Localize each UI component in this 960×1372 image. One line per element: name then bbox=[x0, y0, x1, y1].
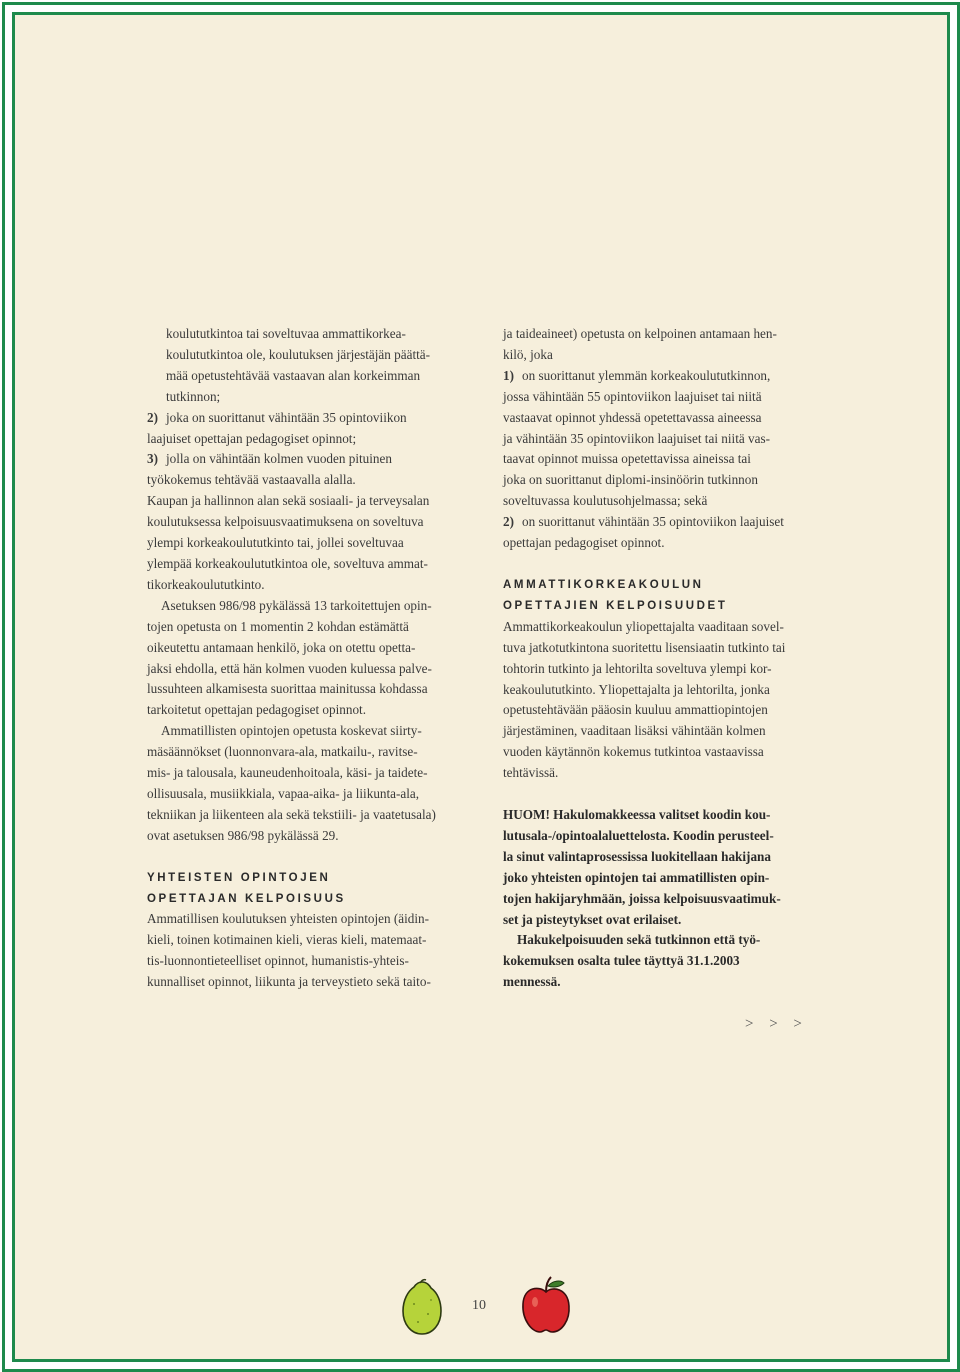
text-line: tojen hakijaryhmään, joissa kelpoisuusvaatimuk- bbox=[503, 890, 781, 906]
paragraph-asetuksen bbox=[147, 596, 462, 721]
text-line: mis- ja talousala, kauneudenhoitoala, käsi- ja taidete- bbox=[147, 765, 428, 781]
paragraph-ammattikorkeakoulun bbox=[503, 617, 821, 784]
text-line: Ammatillisten opintojen opetusta koskevat siirty- bbox=[161, 723, 422, 739]
text-line: ja vähintään 35 opintoviikon laajuiset tai niitä vas- bbox=[503, 430, 770, 446]
text-line: opettajan pedagogiset opinnot. bbox=[503, 535, 665, 551]
text-line: tutkinnon; bbox=[166, 388, 221, 404]
right-column bbox=[503, 324, 821, 993]
text-line: työkokemus tehtävää vastaavalla alalla. bbox=[147, 472, 356, 488]
paragraph-yhteisten bbox=[147, 909, 462, 993]
continue-arrows: > > > bbox=[745, 1016, 808, 1032]
list-item-3 bbox=[147, 449, 462, 491]
text-line: keakoulututkinto. Yliopettajalta ja lehtorilta, jonka bbox=[503, 681, 770, 697]
text-line: oikeutettu antamaan henkilö, joka on otettu opetta- bbox=[147, 639, 416, 655]
text-line: lutusala-/opintoalaluettelosta. Koodin perusteel- bbox=[503, 827, 774, 843]
text-line: Ammatillisen koulutuksen yhteisten opintojen (äidin- bbox=[147, 911, 430, 927]
list-item-2 bbox=[503, 512, 821, 554]
text-line: opetustehtävään pääosin kuuluu ammattiopintojen bbox=[503, 702, 768, 718]
text-line: tarkoitetut opettajan pedagogiset opinnot. bbox=[147, 702, 367, 718]
text-line: set ja pisteytykset ovat erilaiset. bbox=[503, 911, 682, 927]
text-line: ovat asetuksen 986/98 pykälässä 29. bbox=[147, 827, 339, 843]
text-line: ylempää korkeakoulututkintoa ole, soveltuva ammat- bbox=[147, 555, 428, 571]
list-number: 2) bbox=[147, 409, 158, 425]
text-line: vastaavat opinnot yhdessä opetettavassa aineessa bbox=[503, 409, 762, 425]
text-line: HUOM! Hakulomakkeessa valitset koodin kou- bbox=[503, 807, 771, 823]
text-line: kieli, toinen kotimainen kieli, vieras kieli, matemaat- bbox=[147, 932, 427, 948]
text-line: tohtorin tutkinto ja lehtorilta soveltuva ylempi kor- bbox=[503, 660, 772, 676]
list-number: 2) bbox=[503, 514, 514, 530]
paragraph-kaupan bbox=[147, 491, 462, 596]
text-line: Asetuksen 986/98 pykälässä 13 tarkoitettujen opin- bbox=[161, 597, 432, 613]
text-line: taavat opinnot muissa opetettavissa aineissa tai bbox=[503, 451, 751, 467]
text-line: tuva jatkotutkintona suoritettu lisensiaatin tutkinto tai bbox=[503, 639, 786, 655]
list-continuation bbox=[147, 324, 462, 408]
text-line: on suorittanut vähintään 35 opintoviikon laajuiset bbox=[522, 514, 784, 530]
text-line: vuoden käytännön kokemus tutkintoa vastaavissa bbox=[503, 744, 764, 760]
text-line: kilö, joka bbox=[503, 346, 553, 362]
text-line: koulututkintoa tai soveltuvaa ammattikorkea- bbox=[166, 326, 406, 341]
text-line: Kaupan ja hallinnon alan sekä sosiaali- ja terveysalan bbox=[147, 493, 430, 509]
text-line: kunnalliset opinnot, liikunta ja terveystieto sekä taito- bbox=[147, 974, 431, 990]
text-line: laajuiset opettajan pedagogiset opinnot; bbox=[147, 430, 357, 446]
text-line: la sinut valintaprosessissa luokitellaan hakijana bbox=[503, 848, 771, 864]
text-line: koulutuksessa kelpoisuusvaatimuksena on soveltuva bbox=[147, 514, 424, 530]
text-line: lussuhteen alkamisesta suorittaa mainitussa kohdassa bbox=[147, 681, 428, 697]
text-line: koulututkintoa ole, koulutuksen järjestäjän päättä- bbox=[166, 346, 431, 362]
list-item-1 bbox=[503, 366, 821, 512]
text-line: soveltuvassa koulutusohjelmassa; sekä bbox=[503, 493, 708, 509]
text-line: mäsäännökset (luonnonvara-ala, matkailu-, ravitse- bbox=[147, 744, 418, 760]
paragraph-continuation bbox=[503, 324, 821, 366]
text-line: järjestäminen, vaaditaan lisäksi vähintään kolmen bbox=[503, 723, 766, 739]
text-line: ollisuusala, musiikkiala, vapaa-aika- ja liikunta-ala, bbox=[147, 785, 420, 801]
text-line: mennessä. bbox=[503, 974, 561, 990]
note-huom bbox=[503, 805, 821, 930]
text-line: Ammattikorkeakoulun yliopettajalta vaaditaan sovel- bbox=[503, 618, 784, 634]
section-heading-ammattikorkeakoulun bbox=[503, 575, 821, 617]
text-line: tis-luonnontieteelliset opinnot, humanistis-yhteis- bbox=[147, 953, 409, 969]
lime-icon bbox=[400, 1278, 444, 1338]
text-line: joka on suorittanut vähintään 35 opintoviikon bbox=[166, 409, 407, 425]
list-item-2 bbox=[147, 408, 462, 450]
heading-line: AMMATTIKORKEAKOULUN bbox=[503, 578, 704, 591]
text-line: ylempi korkeakoulututkinto tai, jollei soveltuvaa bbox=[147, 535, 404, 551]
text-line: Hakukelpoisuuden sekä tutkinnon että työ- bbox=[517, 932, 761, 948]
section-heading-yhteisten bbox=[147, 868, 462, 910]
text-line: tojen opetusta on 1 momentin 2 kohdan estämättä bbox=[147, 618, 409, 634]
paragraph-ammatillisten bbox=[147, 721, 462, 846]
text-line: on suorittanut ylemmän korkeakoulututkinnon, bbox=[522, 367, 771, 383]
text-line: jaksi ehdolla, että hän kolmen vuoden kuluessa palve- bbox=[147, 660, 432, 676]
text-line: joka on suorittanut diplomi-insinöörin tutkinnon bbox=[503, 472, 758, 488]
text-line: tikorkeakoulututkinto. bbox=[147, 576, 265, 592]
heading-line: YHTEISTEN OPINTOJEN bbox=[147, 871, 331, 884]
text-line: tehtävissä. bbox=[503, 765, 559, 781]
list-number: 3) bbox=[147, 451, 158, 467]
page-number: 10 bbox=[472, 1298, 486, 1313]
left-column bbox=[147, 324, 462, 993]
note-deadline bbox=[503, 930, 821, 993]
heading-line: OPETTAJAN KELPOISUUS bbox=[147, 892, 346, 905]
text-line: tekniikan ja liikenteen ala sekä tekstiili- ja vaatetusala) bbox=[147, 806, 436, 822]
text-line: joko yhteisten opintojen tai ammatillisten opin- bbox=[503, 869, 770, 885]
apple-icon bbox=[518, 1276, 574, 1336]
heading-line: OPETTAJIEN KELPOISUUDET bbox=[503, 599, 728, 612]
text-line: kokemuksen osalta tulee täyttyä 31.1.2003 bbox=[503, 953, 740, 969]
text-line: jossa vähintään 55 opintoviikon laajuiset tai niitä bbox=[503, 388, 762, 404]
text-line: jolla on vähintään kolmen vuoden pituinen bbox=[166, 451, 392, 467]
text-line: ja taideaineet) opetusta on kelpoinen antamaan hen- bbox=[503, 326, 777, 341]
text-line: mää opetustehtävää vastaavan alan korkeimman bbox=[166, 367, 421, 383]
list-number: 1) bbox=[503, 367, 514, 383]
